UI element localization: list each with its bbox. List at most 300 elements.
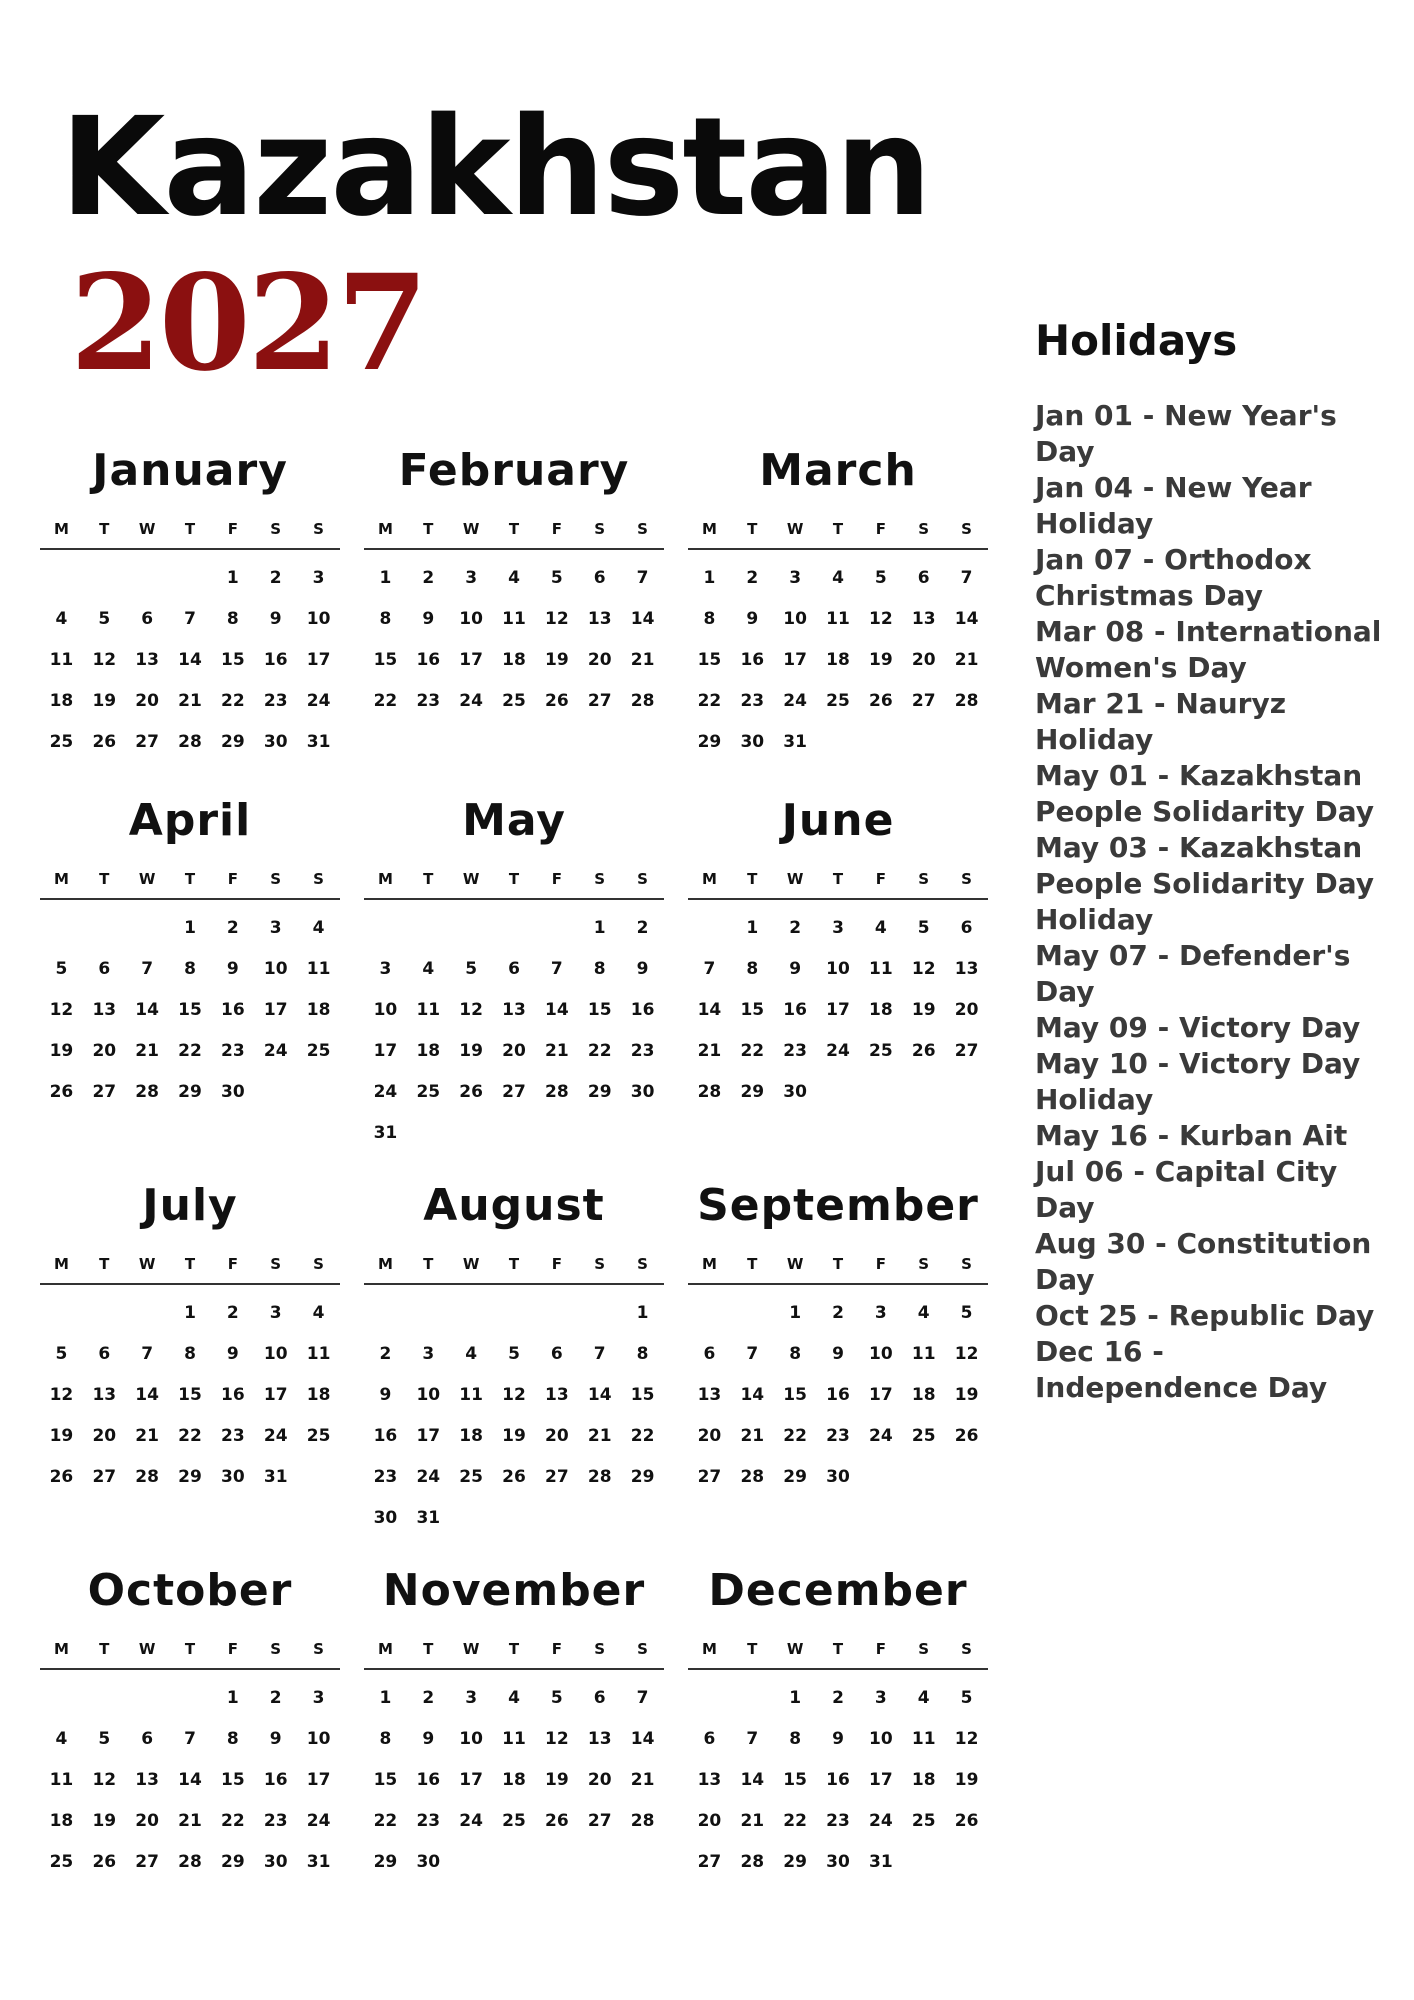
weekday-label: M xyxy=(53,870,69,888)
day-cell: 30 xyxy=(263,1852,288,1872)
day-cell: 16 xyxy=(630,1000,655,1020)
weekday-label: W xyxy=(138,520,156,538)
day-cell: 18 xyxy=(49,1811,74,1831)
day-cell: 19 xyxy=(545,650,569,670)
day-cell: 28 xyxy=(178,1852,202,1872)
day-cell: 29 xyxy=(221,1852,245,1872)
weekday-label: M xyxy=(701,1255,717,1273)
day-cell: 7 xyxy=(746,1729,759,1749)
day-cell: 15 xyxy=(178,1000,202,1020)
day-cell: 31 xyxy=(373,1123,398,1143)
day-cell: 19 xyxy=(954,1385,979,1405)
day-cell: 11 xyxy=(49,650,74,670)
weekday-label: M xyxy=(701,870,717,888)
day-cell: 8 xyxy=(226,1729,239,1749)
weekday-header xyxy=(40,1636,340,1670)
day-cell: 2 xyxy=(636,918,649,938)
day-cell: 1 xyxy=(379,1688,392,1708)
month-name: October xyxy=(87,1565,293,1616)
day-cell: 2 xyxy=(226,1303,239,1323)
day-cell: 6 xyxy=(98,959,111,979)
holiday-item: May 09 - Victory Day xyxy=(1035,1011,1361,1044)
day-blank xyxy=(407,908,450,949)
month-name: June xyxy=(781,795,895,846)
weekday-header xyxy=(364,1251,664,1285)
day-cell: 1 xyxy=(226,1688,239,1708)
month-name: December xyxy=(708,1565,968,1616)
day-cell: 7 xyxy=(960,568,973,588)
weekday-label: W xyxy=(786,1255,804,1273)
day-blank xyxy=(535,908,578,949)
day-cell: 16 xyxy=(221,1385,245,1405)
day-cell: 27 xyxy=(697,1467,722,1487)
day-cell: 17 xyxy=(263,1000,288,1020)
day-cell: 22 xyxy=(630,1426,655,1446)
day-cell: 8 xyxy=(789,1729,802,1749)
day-grid xyxy=(364,1678,664,1883)
day-cell: 4 xyxy=(312,1303,325,1323)
day-cell: 29 xyxy=(178,1082,202,1102)
day-cell: 19 xyxy=(911,1000,936,1020)
day-blank xyxy=(169,1678,212,1719)
day-cell: 30 xyxy=(740,732,765,752)
month-name: September xyxy=(697,1180,979,1231)
day-cell: 15 xyxy=(178,1385,202,1405)
day-cell: 24 xyxy=(869,1811,893,1831)
day-cell: 20 xyxy=(587,1770,612,1790)
weekday-label: S xyxy=(313,870,324,888)
weekday-label: W xyxy=(786,1640,804,1658)
day-cell: 10 xyxy=(373,1000,398,1020)
day-cell: 16 xyxy=(416,1770,441,1790)
day-cell: 16 xyxy=(221,1000,245,1020)
weekday-label: M xyxy=(377,1640,393,1658)
day-blank xyxy=(688,908,731,949)
weekday-label: T xyxy=(747,520,758,538)
day-cell: 2 xyxy=(789,918,802,938)
day-cell: 5 xyxy=(960,1688,973,1708)
day-cell: 3 xyxy=(832,918,844,938)
weekday-label: W xyxy=(138,1640,156,1658)
weekday-label: M xyxy=(53,1255,69,1273)
day-cell: 24 xyxy=(826,1041,850,1061)
day-cell: 19 xyxy=(954,1770,979,1790)
day-cell: 12 xyxy=(502,1385,526,1405)
day-cell: 4 xyxy=(917,1688,930,1708)
month-name: January xyxy=(92,445,288,496)
day-cell: 5 xyxy=(508,1344,520,1364)
day-blank xyxy=(126,1678,169,1719)
month-october xyxy=(40,1560,340,1920)
day-cell: 1 xyxy=(184,1303,196,1323)
month-january xyxy=(40,440,340,800)
day-cell: 25 xyxy=(911,1426,936,1446)
weekday-label: T xyxy=(508,870,520,888)
day-cell: 13 xyxy=(587,1729,612,1749)
day-grid xyxy=(688,558,988,763)
weekday-label: F xyxy=(551,520,562,538)
day-grid xyxy=(364,908,664,1154)
weekday-label: T xyxy=(508,1255,520,1273)
day-cell: 12 xyxy=(545,609,569,629)
day-cell: 30 xyxy=(630,1082,655,1102)
day-cell: 6 xyxy=(508,959,520,979)
weekday-label: S xyxy=(961,1640,972,1658)
day-cell: 20 xyxy=(135,691,159,711)
weekday-label: T xyxy=(423,1255,434,1273)
weekday-label: T xyxy=(832,520,844,538)
day-cell: 21 xyxy=(545,1041,569,1061)
day-cell: 23 xyxy=(221,1041,245,1061)
page-title: Kazakhstan xyxy=(60,89,930,247)
day-cell: 28 xyxy=(587,1467,612,1487)
day-cell: 20 xyxy=(135,1811,159,1831)
day-cell: 17 xyxy=(869,1385,893,1405)
day-cell: 7 xyxy=(141,959,154,979)
day-cell: 6 xyxy=(593,1688,606,1708)
month-name: February xyxy=(398,445,630,496)
day-cell: 30 xyxy=(263,732,288,752)
day-cell: 16 xyxy=(263,650,288,670)
day-blank xyxy=(688,1678,731,1719)
day-cell: 3 xyxy=(379,959,392,979)
day-grid xyxy=(40,558,340,763)
day-cell: 5 xyxy=(55,1344,68,1364)
day-cell: 11 xyxy=(416,1000,441,1020)
weekday-label: S xyxy=(594,520,606,538)
day-cell: 22 xyxy=(373,1811,398,1831)
day-cell: 13 xyxy=(545,1385,569,1405)
day-cell: 25 xyxy=(49,1852,74,1872)
weekday-label: T xyxy=(747,870,758,888)
weekday-label: S xyxy=(918,1255,930,1273)
day-blank xyxy=(578,1293,621,1334)
day-cell: 26 xyxy=(545,1811,569,1831)
weekday-label: F xyxy=(227,1255,238,1273)
day-cell: 20 xyxy=(954,1000,979,1020)
day-cell: 30 xyxy=(416,1852,441,1872)
weekday-label: F xyxy=(551,870,562,888)
day-cell: 6 xyxy=(141,1729,154,1749)
day-cell: 7 xyxy=(550,959,563,979)
day-cell: 18 xyxy=(869,1000,893,1020)
day-cell: 21 xyxy=(587,1426,612,1446)
holiday-item: Jan 07 - Orthodox Christmas Day xyxy=(1035,543,1312,612)
day-blank xyxy=(40,908,83,949)
day-cell: 13 xyxy=(135,1770,159,1790)
holiday-item: Jul 06 - Capital City Day xyxy=(1035,1155,1338,1224)
weekday-label: W xyxy=(138,1255,156,1273)
day-cell: 17 xyxy=(459,650,483,670)
day-cell: 8 xyxy=(593,959,606,979)
day-cell: 14 xyxy=(740,1770,765,1790)
day-cell: 6 xyxy=(960,918,973,938)
month-december xyxy=(688,1560,988,1920)
day-cell: 9 xyxy=(832,1729,844,1749)
day-cell: 15 xyxy=(630,1385,655,1405)
day-cell: 6 xyxy=(703,1344,716,1364)
day-cell: 11 xyxy=(826,609,850,629)
holiday-item: May 16 - Kurban Ait xyxy=(1035,1119,1348,1152)
weekday-header xyxy=(364,516,664,550)
day-cell: 12 xyxy=(954,1344,979,1364)
day-cell: 5 xyxy=(98,609,111,629)
holidays-title: Holidays xyxy=(1035,316,1238,365)
day-cell: 20 xyxy=(92,1041,117,1061)
day-blank xyxy=(126,558,169,599)
day-cell: 11 xyxy=(911,1344,936,1364)
day-cell: 4 xyxy=(55,609,68,629)
day-cell: 19 xyxy=(92,691,117,711)
day-cell: 16 xyxy=(740,650,765,670)
weekday-label: S xyxy=(637,870,648,888)
day-cell: 4 xyxy=(465,1344,478,1364)
day-cell: 3 xyxy=(422,1344,435,1364)
day-cell: 22 xyxy=(697,691,722,711)
day-cell: 3 xyxy=(789,568,802,588)
day-cell: 7 xyxy=(184,609,196,629)
month-june xyxy=(688,790,988,1150)
weekday-label: W xyxy=(462,520,480,538)
month-name: April xyxy=(128,795,252,846)
day-cell: 2 xyxy=(832,1303,844,1323)
day-cell: 17 xyxy=(263,1385,288,1405)
day-cell: 8 xyxy=(636,1344,649,1364)
day-cell: 30 xyxy=(826,1852,850,1872)
weekday-label: T xyxy=(184,870,196,888)
day-cell: 26 xyxy=(954,1811,979,1831)
day-cell: 14 xyxy=(135,1000,159,1020)
day-blank xyxy=(364,908,407,949)
day-cell: 24 xyxy=(306,1811,331,1831)
weekday-label: M xyxy=(377,1255,393,1273)
day-cell: 1 xyxy=(789,1303,802,1323)
month-july xyxy=(40,1175,340,1535)
day-cell: 12 xyxy=(459,1000,483,1020)
day-cell: 27 xyxy=(135,1852,159,1872)
day-cell: 7 xyxy=(141,1344,154,1364)
day-cell: 31 xyxy=(783,732,807,752)
day-cell: 19 xyxy=(502,1426,526,1446)
day-cell: 10 xyxy=(869,1729,893,1749)
month-november xyxy=(364,1560,664,1920)
day-cell: 5 xyxy=(960,1303,973,1323)
day-cell: 15 xyxy=(373,650,398,670)
day-cell: 24 xyxy=(459,691,483,711)
day-cell: 25 xyxy=(306,1426,331,1446)
weekday-label: T xyxy=(832,1640,844,1658)
day-cell: 29 xyxy=(587,1082,612,1102)
day-cell: 8 xyxy=(746,959,759,979)
day-cell: 27 xyxy=(587,1811,612,1831)
weekday-label: S xyxy=(270,870,282,888)
weekday-label: T xyxy=(184,1640,196,1658)
day-cell: 14 xyxy=(135,1385,159,1405)
day-cell: 18 xyxy=(49,691,74,711)
day-cell: 23 xyxy=(263,1811,288,1831)
weekday-label: S xyxy=(270,520,282,538)
weekday-label: W xyxy=(138,870,156,888)
day-cell: 29 xyxy=(630,1467,655,1487)
day-cell: 10 xyxy=(869,1344,893,1364)
day-cell: 30 xyxy=(783,1082,807,1102)
day-cell: 15 xyxy=(697,650,722,670)
day-cell: 24 xyxy=(869,1426,893,1446)
day-cell: 15 xyxy=(221,650,245,670)
day-cell: 28 xyxy=(697,1082,722,1102)
weekday-label: T xyxy=(423,1640,434,1658)
weekday-header xyxy=(688,866,988,900)
day-cell: 2 xyxy=(832,1688,844,1708)
weekday-label: S xyxy=(313,520,324,538)
day-cell: 18 xyxy=(826,650,850,670)
day-cell: 5 xyxy=(874,568,887,588)
day-cell: 7 xyxy=(746,1344,759,1364)
day-cell: 27 xyxy=(587,691,612,711)
day-cell: 8 xyxy=(226,609,239,629)
day-cell: 28 xyxy=(630,1811,655,1831)
day-cell: 8 xyxy=(789,1344,802,1364)
day-cell: 6 xyxy=(917,568,930,588)
weekday-label: M xyxy=(377,870,393,888)
day-blank xyxy=(40,558,83,599)
day-cell: 23 xyxy=(740,691,765,711)
day-cell: 3 xyxy=(465,568,478,588)
day-cell: 27 xyxy=(545,1467,569,1487)
day-grid xyxy=(40,1678,340,1883)
day-cell: 9 xyxy=(832,1344,844,1364)
day-blank xyxy=(40,1293,83,1334)
month-name: March xyxy=(759,445,917,496)
weekday-label: W xyxy=(462,870,480,888)
day-cell: 31 xyxy=(416,1508,441,1528)
weekday-header xyxy=(688,1636,988,1670)
day-cell: 27 xyxy=(502,1082,526,1102)
day-cell: 13 xyxy=(587,609,612,629)
day-blank xyxy=(83,1678,126,1719)
day-cell: 23 xyxy=(783,1041,807,1061)
day-cell: 23 xyxy=(221,1426,245,1446)
day-cell: 24 xyxy=(416,1467,441,1487)
weekday-label: M xyxy=(701,520,717,538)
day-blank xyxy=(493,908,536,949)
day-cell: 21 xyxy=(954,650,979,670)
day-cell: 22 xyxy=(221,1811,245,1831)
day-cell: 3 xyxy=(312,568,325,588)
day-cell: 23 xyxy=(416,1811,441,1831)
day-cell: 6 xyxy=(98,1344,111,1364)
month-name: July xyxy=(142,1180,238,1231)
day-cell: 28 xyxy=(135,1082,159,1102)
weekday-label: S xyxy=(637,1255,648,1273)
day-grid xyxy=(40,908,340,1113)
day-cell: 19 xyxy=(49,1041,74,1061)
day-cell: 28 xyxy=(545,1082,569,1102)
month-may xyxy=(364,790,664,1150)
weekday-label: W xyxy=(462,1255,480,1273)
day-blank xyxy=(450,1293,493,1334)
day-cell: 14 xyxy=(740,1385,765,1405)
day-cell: 5 xyxy=(550,1688,563,1708)
day-cell: 16 xyxy=(783,1000,807,1020)
day-cell: 20 xyxy=(587,650,612,670)
holiday-item: Mar 08 - International Women's Day xyxy=(1035,615,1382,684)
day-cell: 10 xyxy=(263,959,288,979)
day-grid xyxy=(364,558,664,722)
day-cell: 25 xyxy=(49,732,74,752)
day-cell: 9 xyxy=(636,959,649,979)
day-cell: 1 xyxy=(226,568,239,588)
day-cell: 24 xyxy=(783,691,807,711)
weekday-label: M xyxy=(53,520,69,538)
weekday-label: M xyxy=(377,520,393,538)
day-cell: 10 xyxy=(306,609,331,629)
day-cell: 24 xyxy=(373,1082,398,1102)
holiday-item: Aug 30 - Constitution Day xyxy=(1035,1227,1372,1296)
holiday-item: Mar 21 - Nauryz Holiday xyxy=(1035,687,1287,756)
weekday-label: S xyxy=(918,520,930,538)
day-cell: 2 xyxy=(379,1344,392,1364)
day-cell: 4 xyxy=(917,1303,930,1323)
day-cell: 5 xyxy=(98,1729,111,1749)
day-cell: 16 xyxy=(373,1426,398,1446)
day-cell: 28 xyxy=(630,691,655,711)
day-cell: 2 xyxy=(422,568,435,588)
day-cell: 26 xyxy=(92,732,117,752)
day-cell: 7 xyxy=(184,1729,196,1749)
day-blank xyxy=(169,558,212,599)
day-cell: 4 xyxy=(508,1688,520,1708)
day-cell: 24 xyxy=(306,691,331,711)
day-cell: 9 xyxy=(226,959,239,979)
day-cell: 17 xyxy=(416,1426,441,1446)
day-cell: 13 xyxy=(135,650,159,670)
day-cell: 10 xyxy=(263,1344,288,1364)
day-blank xyxy=(126,1293,169,1334)
weekday-label: M xyxy=(701,1640,717,1658)
day-cell: 28 xyxy=(740,1852,765,1872)
day-cell: 21 xyxy=(630,1770,655,1790)
day-cell: 22 xyxy=(587,1041,612,1061)
holiday-item: Jan 01 - New Year's Day xyxy=(1035,399,1337,468)
weekday-label: T xyxy=(99,520,110,538)
weekday-label: S xyxy=(270,1255,282,1273)
weekday-label: T xyxy=(423,870,434,888)
day-blank xyxy=(40,1678,83,1719)
day-cell: 31 xyxy=(869,1852,893,1872)
weekday-label: S xyxy=(270,1640,282,1658)
weekday-label: T xyxy=(508,520,520,538)
day-cell: 28 xyxy=(178,732,202,752)
day-cell: 10 xyxy=(306,1729,331,1749)
weekday-label: S xyxy=(637,520,648,538)
day-cell: 29 xyxy=(221,732,245,752)
weekday-label: S xyxy=(594,870,606,888)
day-cell: 9 xyxy=(422,609,435,629)
day-cell: 20 xyxy=(92,1426,117,1446)
day-cell: 5 xyxy=(917,918,930,938)
day-cell: 17 xyxy=(306,1770,331,1790)
day-cell: 8 xyxy=(184,959,196,979)
day-cell: 12 xyxy=(869,609,893,629)
day-cell: 27 xyxy=(911,691,936,711)
day-cell: 19 xyxy=(92,1811,117,1831)
weekday-label: S xyxy=(594,1640,606,1658)
day-cell: 28 xyxy=(954,691,979,711)
day-cell: 21 xyxy=(630,650,655,670)
day-cell: 18 xyxy=(459,1426,483,1446)
day-cell: 11 xyxy=(49,1770,74,1790)
